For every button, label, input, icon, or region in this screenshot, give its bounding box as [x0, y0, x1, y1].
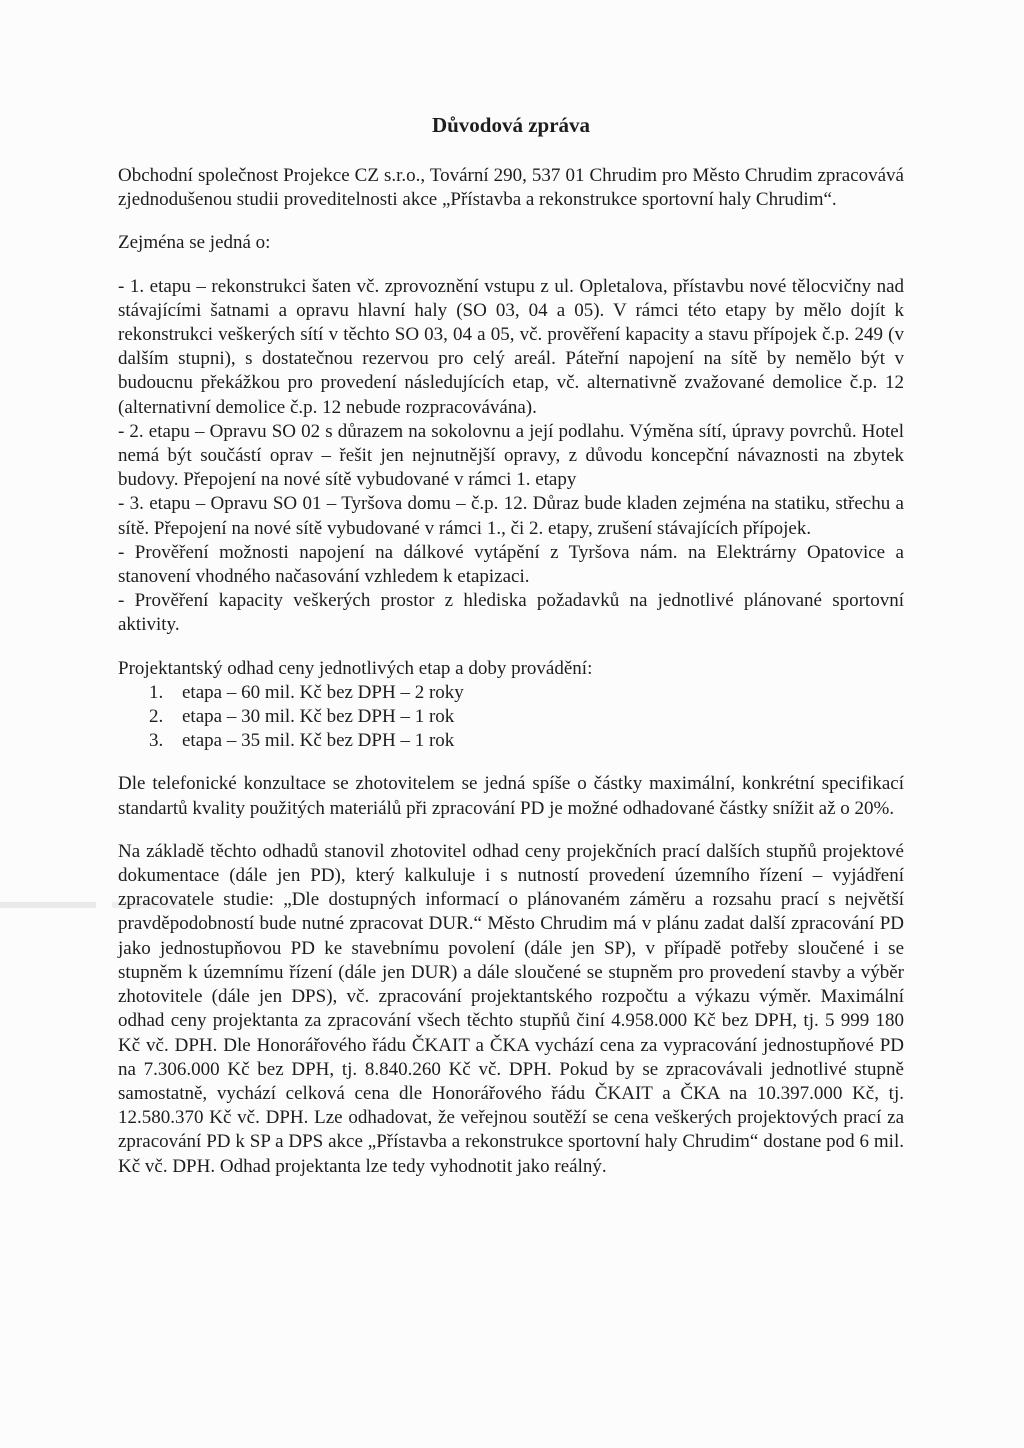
estimate-item-2 — [118, 705, 904, 729]
scan-artifact-streak — [0, 902, 96, 908]
estimate-item-number: 2. — [149, 706, 164, 728]
estimate-item-number: 1. — [149, 681, 164, 703]
estimate-item-1 — [118, 681, 904, 705]
estimate-item-text: etapa – 30 mil. Kč bez DPH – 1 rok — [182, 706, 455, 728]
bullet-item-etapa-2: - 2. etapu – Opravu SO 02 s důrazem na sokolovnu a její podlahu. Výměna sítí, úpravy povrchů. Hotel nemá být součástí oprav – řešit jen nejnutnější opravy, z důvodu koncepční návaznosti na zbytek budovy. Přepojení na nové sítě vybudované v rámci 1. etapy — [118, 420, 904, 491]
bullet-item-etapa-3: - 3. etapu – Opravu SO 01 – Tyršova domu – č.p. 12. Důraz bude kladen zejména na statiku, střechu a sítě. Přepojení na nové sítě vybudované v rámci 1., či 2. etapy, zrušení stávajících přípojek. — [118, 493, 904, 539]
estimate-item-text: etapa – 35 mil. Kč bez DPH – 1 rok — [182, 730, 455, 752]
estimate-heading: Projektantský odhad ceny jednotlivých etap a doby provádění: — [118, 657, 593, 679]
bullet-item-vytapeni: - Prověření možnosti napojení na dálkové vytápění z Tyršova nám. na Elektrárny Opatovice a stanovení vhodného načasování vzhledem k etapizaci. — [118, 541, 904, 588]
etapa-bullet-list — [118, 275, 904, 638]
bullet-item-kapacity: - Prověření kapacity veškerých prostor z hlediska požadavků na jednotlivé plánované sportovní aktivity. — [118, 590, 904, 636]
lead-in-line: Zejména se jedná o: — [118, 232, 271, 254]
bullet-item-etapa-1: - 1. etapu – rekonstrukci šaten vč. zprovoznění vstupu z ul. Opletalova, přístavbu nové tělocvičny nad stávajícími šatnami a opravu hlavní haly (SO 03, 04 a 05). V rámci této etapy by mělo dojít k rekonstrukci veškerých sítí v těchto SO 03, 04 a 05, vč. prověření kapacity a stavu přípojek č.p. 249 (v dalším stupni), s dostatečnou rezervou pro celý areál. Páteřní napojení na sítě by nemělo být v budoucnu překážkou pro provedení následujících etap, vč. alternativně zvažované demolice č.p. 12 (alternativní demolice č.p. 12 nebude rozpracovávána). — [118, 275, 904, 418]
document-content — [118, 112, 904, 1198]
document-title: Důvodová zpráva — [431, 113, 591, 137]
consultation-paragraph: Dle telefonické konzultace se zhotovitelem se jedná spíše o částky maximální, konkrétní specifikací standartů kvality použitých materiálů při zpracování PD je možné odhadované částky snížit až o 20%. — [118, 773, 904, 819]
intro-paragraph: Obchodní společnost Projekce CZ s.r.o., Tovární 290, 537 01 Chrudim pro Město Chrudim zpracovává zjednodušenou studii proveditelnosti akce „Přístavba a rekonstrukce sportovní haly Chrudim“. — [118, 165, 904, 211]
estimate-list — [118, 681, 904, 754]
estimate-item-text: etapa – 60 mil. Kč bez DPH – 2 roky — [182, 681, 464, 703]
estimate-item-3 — [118, 729, 904, 753]
conclusion-paragraph: Na základě těchto odhadů stanovil zhotovitel odhad ceny projekčních prací dalších stupňů projektové dokumentace (dále jen PD), který kalkuluje i s nutností provedení územního řízení – vyjádření zpracovatele studie: „Dle dostupných informací o plánovaném záměru a rozsahu prací s největší pravděpodobností bude nutné zpracovat DUR.“ Město Chrudim má v plánu zadat další zpracování PD jako jednostupňovou PD ke stavebnímu povolení (dále jen SP), v případě potřeby sloučené i se stupněm k územnímu řízení (dále jen DUR) a dále sloučené se stupněm pro provedení stavby a výběr zhotovitele (dále jen DPS), vč. zpracování projektantského rozpočtu a výkazu výměr. Maximální odhad ceny projektanta za zpracování všech těchto stupňů činí 4.958.000 Kč bez DPH, tj. 5 999 180 Kč vč. DPH. Dle Honorářového řádu ČKAIT a ČKA vychází cena za vypracování jednostupňové PD na 7.306.000 Kč bez DPH, tj. 8.840.260 Kč vč. DPH. Pokud by se zpracovávali jednotlivé stupně samostatně, vychází celková cena dle Honorářového řádu ČKAIT a ČKA na 10.397.000 Kč, tj. 12.580.370 Kč vč. DPH. Lze odhadovat, že veřejnou soutěží se cena veškerých projektových prací za zpracování PD k SP a DPS akce „Přístavba a rekonstrukce sportovní haly Chrudim“ dostane pod 6 mil. Kč vč. DPH. Odhad projektanta lze tedy vyhodnotit jako reálný. — [118, 840, 904, 1177]
estimate-item-number: 3. — [149, 730, 164, 752]
